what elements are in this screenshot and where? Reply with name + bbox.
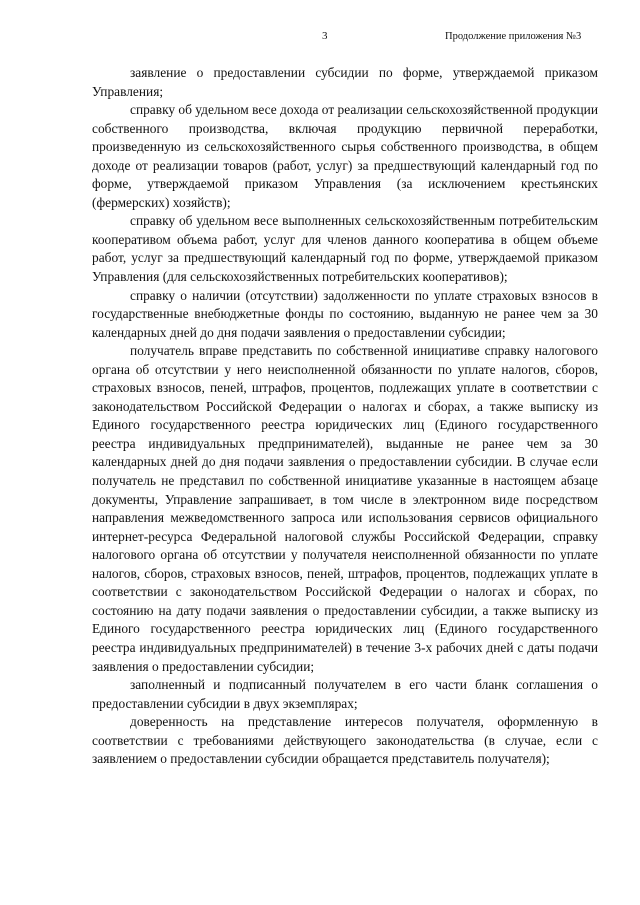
paragraph: доверенность на представление интересов получателя, оформленную в соответствии с требованиями действующего законодательства (в случае, если с заявлением о предоставлении субсидии обращается представитель получателя);: [92, 714, 598, 767]
paragraph: справку об удельном весе выполненных сельскохозяйственным потребительским кооперативом объема работ, услуг для членов данного кооператива в общем объеме работ, услуг за предшествующий календарный год по форме, утверждаемой приказом Управления (для сельскохозяйственных потребительских кооперативов);: [92, 213, 598, 285]
paragraph: справку о наличии (отсутствии) задолженности по уплате страховых взносов в государственные внебюджетные фонды по состоянию, выданную не ранее чем за 30 календарных дней до дня подачи заявления о предоставлении субсидии;: [92, 287, 598, 340]
page-number: 3: [322, 30, 328, 42]
paragraph: заполненный и подписанный получателем в его части бланк соглашения о предоставлении субсидии в двух экземплярах;: [92, 677, 598, 711]
paragraph: справку об удельном весе дохода от реализации сельскохозяйственной продукции собственного производства, включая продукцию первичной переработки, произведенную из сельскохозяйственного сырья собственного производства, в общем доходе от реализации товаров (работ, услуг) за предшествующий календарный год по форме, утверждаемой приказом Управления (за исключением крестьянских (фермерских) хозяйств);: [92, 102, 598, 210]
appendix-continuation-label: Продолжение приложения №3: [445, 31, 582, 42]
paragraph: заявление о предоставлении субсидии по форме, утверждаемой приказом Управления;: [92, 65, 598, 99]
paragraph: получатель вправе представить по собственной инициативе справку налогового органа об отсутствии у него неисполненной обязанности по уплате налогов, сборов, страховых взносов, пеней, штрафов, процентов, подлежащих уплате в соответствии с законодательством Российской Федерации о налогах и сборах, а также выписку из Единого государственного реестра юридических лиц (Единого государственного реестра индивидуальных предпринимателей), выданные не ранее чем за 30 календарных дней до дня подачи заявления о предоставлении субсидии. В случае если получатель не представил по собственной инициативе указанные в настоящем абзаце документы, Управление запрашивает, в том числе в электронном виде посредством направления межведомственного запроса или использования сервисов официального интернет-ресурса Федеральной налоговой службы Российской Федерации, справку налогового органа об отсутствии у получателя неисполненной обязанности по уплате налогов, сборов, страховых взносов, пеней, штрафов, процентов, подлежащих уплате в соответствии с законодательством Российской Федерации о налогах и сборах, по состоянию на дату подачи заявления о предоставлении субсидии, а также выписку из Единого государственного реестра юридических лиц (Единого государственного реестра индивидуальных предпринимателей) в течение 3-х рабочих дней с даты подачи заявления о предоставлении субсидии;: [92, 343, 598, 674]
document-body: [92, 64, 598, 769]
